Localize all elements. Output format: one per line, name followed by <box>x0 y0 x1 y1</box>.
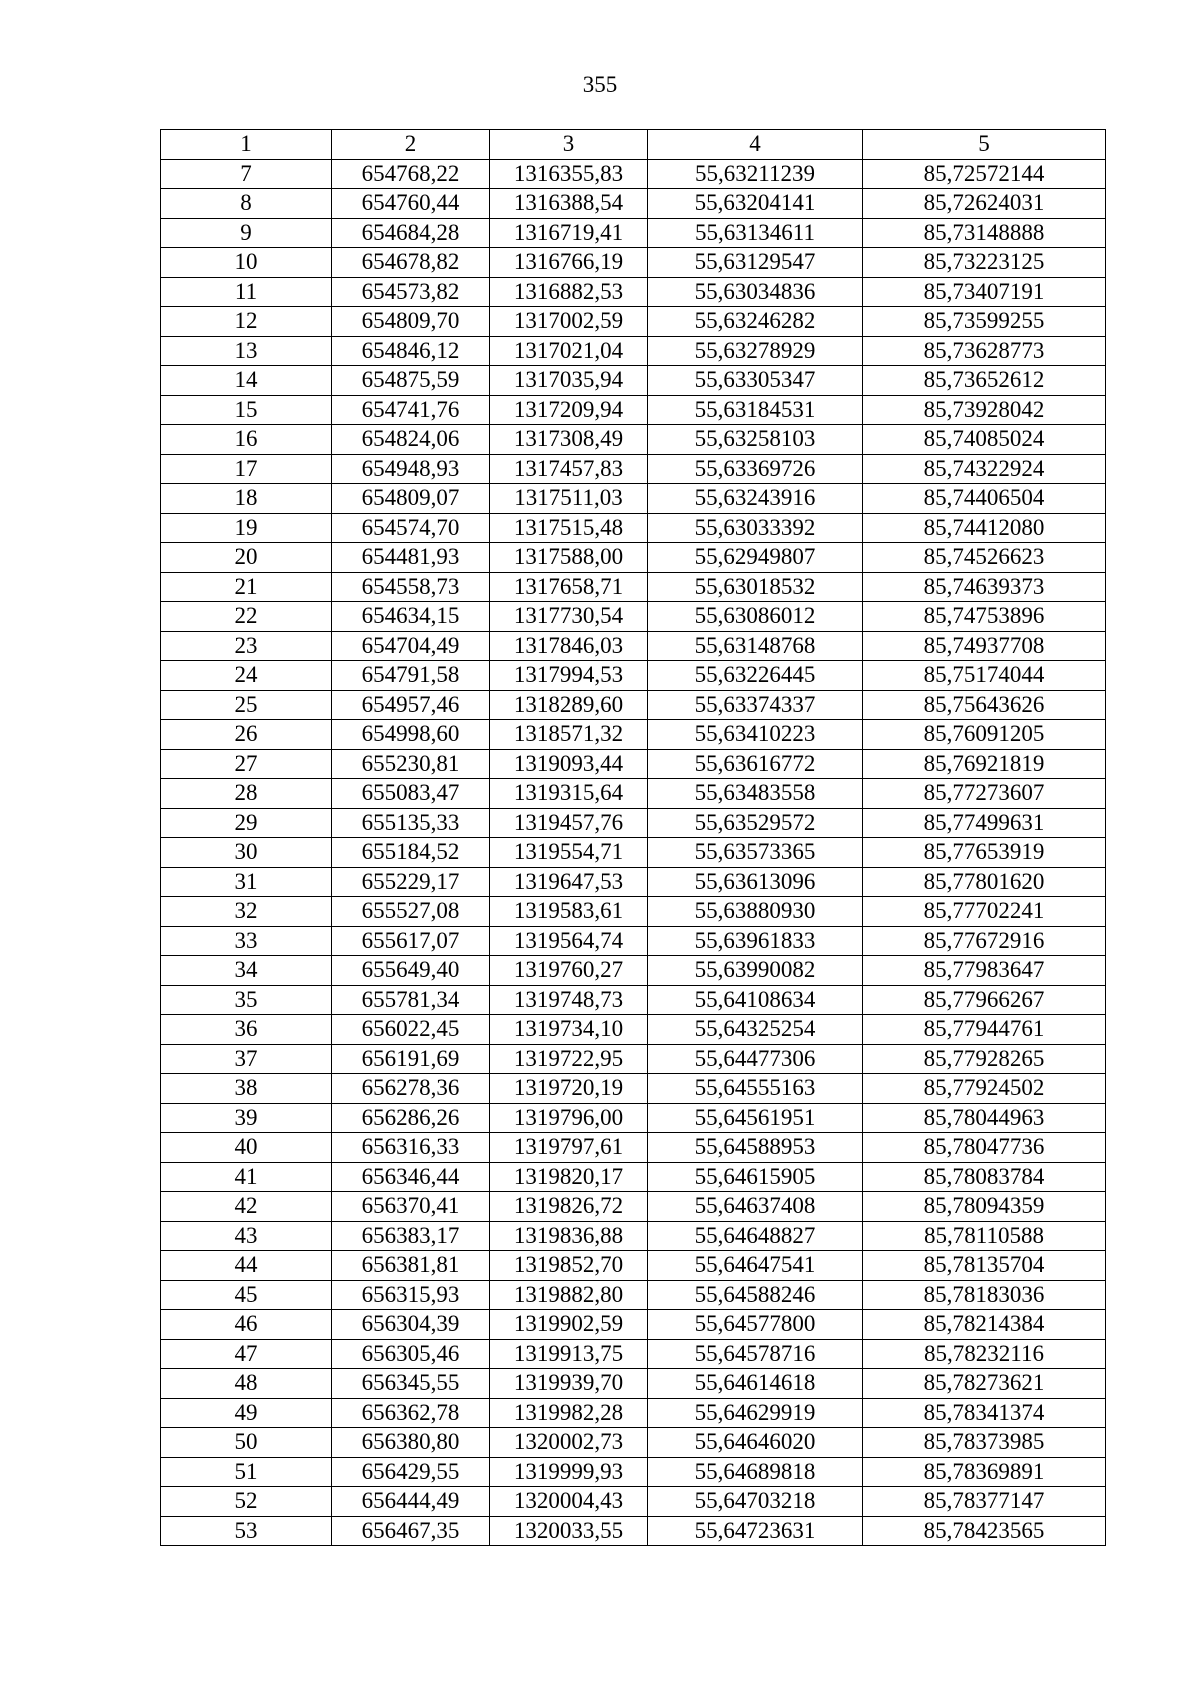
table-row <box>161 690 1106 720</box>
table-cell: 85,78369891 <box>863 1457 1106 1487</box>
table-cell: 654791,58 <box>332 661 490 691</box>
table-row <box>161 1221 1106 1251</box>
table-cell: 654481,93 <box>332 543 490 573</box>
table-row <box>161 1487 1106 1517</box>
table-cell: 85,72572144 <box>863 159 1106 189</box>
table-cell: 656345,55 <box>332 1369 490 1399</box>
table-cell: 55,64577800 <box>648 1310 863 1340</box>
table-cell: 36 <box>161 1015 332 1045</box>
table-cell: 85,74526623 <box>863 543 1106 573</box>
header-cell: 4 <box>648 130 863 160</box>
table-cell: 46 <box>161 1310 332 1340</box>
table-cell: 52 <box>161 1487 332 1517</box>
table-cell: 32 <box>161 897 332 927</box>
table-cell: 30 <box>161 838 332 868</box>
table-cell: 1319647,53 <box>490 867 648 897</box>
table-row <box>161 1310 1106 1340</box>
table-cell: 85,76921819 <box>863 749 1106 779</box>
table-cell: 51 <box>161 1457 332 1487</box>
table-cell: 1318289,60 <box>490 690 648 720</box>
table-cell: 1316882,53 <box>490 277 648 307</box>
table-cell: 85,78094359 <box>863 1192 1106 1222</box>
table-cell: 1319554,71 <box>490 838 648 868</box>
table-cell: 1319797,61 <box>490 1133 648 1163</box>
table-cell: 55,64648827 <box>648 1221 863 1251</box>
header-cell: 2 <box>332 130 490 160</box>
table-cell: 25 <box>161 690 332 720</box>
table-cell: 15 <box>161 395 332 425</box>
table-cell: 1319748,73 <box>490 985 648 1015</box>
table-cell: 1316719,41 <box>490 218 648 248</box>
table-cell: 55,63616772 <box>648 749 863 779</box>
table-cell: 13 <box>161 336 332 366</box>
table-cell: 654875,59 <box>332 366 490 396</box>
table-cell: 55,64614618 <box>648 1369 863 1399</box>
table-cell: 656304,39 <box>332 1310 490 1340</box>
table-cell: 656383,17 <box>332 1221 490 1251</box>
table-cell: 85,77702241 <box>863 897 1106 927</box>
table-cell: 55,64108634 <box>648 985 863 1015</box>
table-cell: 654684,28 <box>332 218 490 248</box>
table-cell: 1319315,64 <box>490 779 648 809</box>
table-cell: 1319982,28 <box>490 1398 648 1428</box>
table-cell: 55,64561951 <box>648 1103 863 1133</box>
table-cell: 16 <box>161 425 332 455</box>
table-cell: 24 <box>161 661 332 691</box>
table-cell: 55,63148768 <box>648 631 863 661</box>
table-cell: 655230,81 <box>332 749 490 779</box>
table-cell: 55,63529572 <box>648 808 863 838</box>
table-cell: 47 <box>161 1339 332 1369</box>
table-cell: 85,77924502 <box>863 1074 1106 1104</box>
table-cell: 55,63990082 <box>648 956 863 986</box>
table-cell: 55,63184531 <box>648 395 863 425</box>
table-cell: 85,78423565 <box>863 1516 1106 1546</box>
table-cell: 656316,33 <box>332 1133 490 1163</box>
table-cell: 26 <box>161 720 332 750</box>
table-cell: 85,75643626 <box>863 690 1106 720</box>
table-row <box>161 1192 1106 1222</box>
table-cell: 85,73223125 <box>863 248 1106 278</box>
table-cell: 85,74085024 <box>863 425 1106 455</box>
table-cell: 656191,69 <box>332 1044 490 1074</box>
table-cell: 85,78273621 <box>863 1369 1106 1399</box>
table-row <box>161 513 1106 543</box>
table-row <box>161 307 1106 337</box>
table-cell: 654768,22 <box>332 159 490 189</box>
table-cell: 55,63204141 <box>648 189 863 219</box>
table-cell: 1319820,17 <box>490 1162 648 1192</box>
table-cell: 654574,70 <box>332 513 490 543</box>
table-row <box>161 1015 1106 1045</box>
table-cell: 55,62949807 <box>648 543 863 573</box>
table-row <box>161 1133 1106 1163</box>
table-row <box>161 985 1106 1015</box>
table-body <box>161 130 1106 1546</box>
table-row <box>161 1457 1106 1487</box>
table-cell: 654809,07 <box>332 484 490 514</box>
table-cell: 27 <box>161 749 332 779</box>
table-cell: 1316388,54 <box>490 189 648 219</box>
table-cell: 85,78110588 <box>863 1221 1106 1251</box>
table-row <box>161 1280 1106 1310</box>
table-cell: 1319882,80 <box>490 1280 648 1310</box>
table-cell: 1320002,73 <box>490 1428 648 1458</box>
table-cell: 654678,82 <box>332 248 490 278</box>
table-cell: 1319734,10 <box>490 1015 648 1045</box>
table-cell: 10 <box>161 248 332 278</box>
table-cell: 1317511,03 <box>490 484 648 514</box>
table-cell: 85,78044963 <box>863 1103 1106 1133</box>
table-cell: 85,73407191 <box>863 277 1106 307</box>
table-cell: 1316355,83 <box>490 159 648 189</box>
table-row <box>161 366 1106 396</box>
table-row <box>161 189 1106 219</box>
table-cell: 654998,60 <box>332 720 490 750</box>
table-cell: 1319760,27 <box>490 956 648 986</box>
table-row <box>161 454 1106 484</box>
table-cell: 42 <box>161 1192 332 1222</box>
table-row <box>161 779 1106 809</box>
table-row <box>161 867 1106 897</box>
table-cell: 85,76091205 <box>863 720 1106 750</box>
table-cell: 655617,07 <box>332 926 490 956</box>
table-cell: 55,64646020 <box>648 1428 863 1458</box>
table-cell: 1319583,61 <box>490 897 648 927</box>
table-cell: 39 <box>161 1103 332 1133</box>
table-row <box>161 484 1106 514</box>
table-cell: 1319999,93 <box>490 1457 648 1487</box>
table-cell: 85,74322924 <box>863 454 1106 484</box>
table-cell: 35 <box>161 985 332 1015</box>
table-row <box>161 1103 1106 1133</box>
table-row <box>161 602 1106 632</box>
table-row <box>161 1044 1106 1074</box>
table-cell: 1319826,72 <box>490 1192 648 1222</box>
table-cell: 31 <box>161 867 332 897</box>
table-cell: 55,63613096 <box>648 867 863 897</box>
table-cell: 55,64588953 <box>648 1133 863 1163</box>
table-cell: 655229,17 <box>332 867 490 897</box>
table-cell: 85,73148888 <box>863 218 1106 248</box>
table-cell: 55,63573365 <box>648 838 863 868</box>
table-cell: 85,78083784 <box>863 1162 1106 1192</box>
table-row <box>161 1251 1106 1281</box>
table-cell: 1317209,94 <box>490 395 648 425</box>
table-row <box>161 159 1106 189</box>
table-cell: 654824,06 <box>332 425 490 455</box>
table-cell: 55,64588246 <box>648 1280 863 1310</box>
table-cell: 55,63961833 <box>648 926 863 956</box>
table-cell: 654760,44 <box>332 189 490 219</box>
table-cell: 85,77672916 <box>863 926 1106 956</box>
table-cell: 53 <box>161 1516 332 1546</box>
table-cell: 655781,34 <box>332 985 490 1015</box>
table-cell: 1318571,32 <box>490 720 648 750</box>
table-cell: 656381,81 <box>332 1251 490 1281</box>
table-cell: 55,63483558 <box>648 779 863 809</box>
table-cell: 55,63034836 <box>648 277 863 307</box>
table-cell: 55,63134611 <box>648 218 863 248</box>
table-cell: 85,77653919 <box>863 838 1106 868</box>
table-cell: 22 <box>161 602 332 632</box>
header-cell: 3 <box>490 130 648 160</box>
table-cell: 55,63880930 <box>648 897 863 927</box>
table-cell: 1319939,70 <box>490 1369 648 1399</box>
table-cell: 20 <box>161 543 332 573</box>
table-cell: 55,63258103 <box>648 425 863 455</box>
table-cell: 1319564,74 <box>490 926 648 956</box>
table-cell: 55,63243916 <box>648 484 863 514</box>
table-cell: 55,64689818 <box>648 1457 863 1487</box>
table-cell: 55,63033392 <box>648 513 863 543</box>
table-row <box>161 1162 1106 1192</box>
table-cell: 656362,78 <box>332 1398 490 1428</box>
table-row <box>161 1398 1106 1428</box>
table-cell: 1319722,95 <box>490 1044 648 1074</box>
table-cell: 55,64325254 <box>648 1015 863 1045</box>
table-cell: 55,63246282 <box>648 307 863 337</box>
table-row <box>161 926 1106 956</box>
table-cell: 656429,55 <box>332 1457 490 1487</box>
table-row <box>161 631 1106 661</box>
table-cell: 1317658,71 <box>490 572 648 602</box>
table-cell: 14 <box>161 366 332 396</box>
table-row <box>161 572 1106 602</box>
table-cell: 1317457,83 <box>490 454 648 484</box>
table-row <box>161 956 1106 986</box>
table-cell: 55,64615905 <box>648 1162 863 1192</box>
table-row <box>161 425 1106 455</box>
table-cell: 656444,49 <box>332 1487 490 1517</box>
table-cell: 654957,46 <box>332 690 490 720</box>
table-cell: 655527,08 <box>332 897 490 927</box>
table-row <box>161 1339 1106 1369</box>
table-cell: 9 <box>161 218 332 248</box>
table-cell: 1319720,19 <box>490 1074 648 1104</box>
table-cell: 23 <box>161 631 332 661</box>
table-cell: 85,78377147 <box>863 1487 1106 1517</box>
table-row <box>161 218 1106 248</box>
table-cell: 85,77983647 <box>863 956 1106 986</box>
table-cell: 85,74406504 <box>863 484 1106 514</box>
table-cell: 55,63374337 <box>648 690 863 720</box>
table-cell: 85,74937708 <box>863 631 1106 661</box>
table-cell: 1317730,54 <box>490 602 648 632</box>
header-cell: 1 <box>161 130 332 160</box>
table-cell: 1320033,55 <box>490 1516 648 1546</box>
table-row <box>161 1369 1106 1399</box>
table-cell: 656022,45 <box>332 1015 490 1045</box>
table-cell: 1319902,59 <box>490 1310 648 1340</box>
table-cell: 38 <box>161 1074 332 1104</box>
table-cell: 1317308,49 <box>490 425 648 455</box>
table-cell: 55,64629919 <box>648 1398 863 1428</box>
table-row <box>161 1516 1106 1546</box>
table-cell: 1319093,44 <box>490 749 648 779</box>
table-cell: 654558,73 <box>332 572 490 602</box>
table-cell: 1317021,04 <box>490 336 648 366</box>
table-cell: 654948,93 <box>332 454 490 484</box>
table-cell: 34 <box>161 956 332 986</box>
table-cell: 654573,82 <box>332 277 490 307</box>
table-row <box>161 1428 1106 1458</box>
table-cell: 656286,26 <box>332 1103 490 1133</box>
table-cell: 655649,40 <box>332 956 490 986</box>
table-header-row <box>161 130 1106 160</box>
table-cell: 1319913,75 <box>490 1339 648 1369</box>
table-cell: 85,74753896 <box>863 602 1106 632</box>
table-cell: 7 <box>161 159 332 189</box>
table-cell: 55,63086012 <box>648 602 863 632</box>
table-cell: 656315,93 <box>332 1280 490 1310</box>
table-cell: 50 <box>161 1428 332 1458</box>
table-cell: 1317994,53 <box>490 661 648 691</box>
table-cell: 55,64637408 <box>648 1192 863 1222</box>
table-cell: 17 <box>161 454 332 484</box>
table-cell: 37 <box>161 1044 332 1074</box>
table-cell: 40 <box>161 1133 332 1163</box>
table-cell: 85,78183036 <box>863 1280 1106 1310</box>
table-cell: 85,72624031 <box>863 189 1106 219</box>
table-cell: 28 <box>161 779 332 809</box>
table-cell: 655083,47 <box>332 779 490 809</box>
table-cell: 85,74639373 <box>863 572 1106 602</box>
table-cell: 85,77499631 <box>863 808 1106 838</box>
table-cell: 85,78214384 <box>863 1310 1106 1340</box>
header-cell: 5 <box>863 130 1106 160</box>
table-cell: 49 <box>161 1398 332 1428</box>
table-cell: 85,74412080 <box>863 513 1106 543</box>
page-number: 355 <box>582 72 618 97</box>
table-cell: 55,63211239 <box>648 159 863 189</box>
table-cell: 656370,41 <box>332 1192 490 1222</box>
table-cell: 11 <box>161 277 332 307</box>
table-row <box>161 897 1106 927</box>
table-cell: 656278,36 <box>332 1074 490 1104</box>
table-cell: 654741,76 <box>332 395 490 425</box>
table-row <box>161 1074 1106 1104</box>
table-cell: 55,63410223 <box>648 720 863 750</box>
table-cell: 55,63278929 <box>648 336 863 366</box>
table-cell: 654704,49 <box>332 631 490 661</box>
table-cell: 85,77928265 <box>863 1044 1106 1074</box>
table-cell: 8 <box>161 189 332 219</box>
table-cell: 55,64555163 <box>648 1074 863 1104</box>
table-cell: 85,77273607 <box>863 779 1106 809</box>
table-cell: 656467,35 <box>332 1516 490 1546</box>
table-cell: 33 <box>161 926 332 956</box>
table-cell: 656305,46 <box>332 1339 490 1369</box>
table-row <box>161 720 1106 750</box>
table-cell: 654809,70 <box>332 307 490 337</box>
table-cell: 655184,52 <box>332 838 490 868</box>
table-cell: 1317002,59 <box>490 307 648 337</box>
table-cell: 48 <box>161 1369 332 1399</box>
table-cell: 45 <box>161 1280 332 1310</box>
table-cell: 85,73628773 <box>863 336 1106 366</box>
table-cell: 1316766,19 <box>490 248 648 278</box>
table-cell: 85,78341374 <box>863 1398 1106 1428</box>
table-cell: 55,63129547 <box>648 248 863 278</box>
table-cell: 85,77944761 <box>863 1015 1106 1045</box>
table-cell: 55,64477306 <box>648 1044 863 1074</box>
table-cell: 44 <box>161 1251 332 1281</box>
table-cell: 55,63369726 <box>648 454 863 484</box>
table-cell: 1319836,88 <box>490 1221 648 1251</box>
table-cell: 55,64703218 <box>648 1487 863 1517</box>
table-cell: 655135,33 <box>332 808 490 838</box>
table-cell: 1319457,76 <box>490 808 648 838</box>
table-cell: 85,73599255 <box>863 307 1106 337</box>
table-cell: 55,64647541 <box>648 1251 863 1281</box>
table-row <box>161 395 1106 425</box>
table-cell: 656380,80 <box>332 1428 490 1458</box>
table-cell: 1317035,94 <box>490 366 648 396</box>
table-cell: 21 <box>161 572 332 602</box>
table-cell: 18 <box>161 484 332 514</box>
table-cell: 1317588,00 <box>490 543 648 573</box>
table-cell: 85,77801620 <box>863 867 1106 897</box>
table-cell: 85,75174044 <box>863 661 1106 691</box>
table-cell: 19 <box>161 513 332 543</box>
table-cell: 1317515,48 <box>490 513 648 543</box>
table-cell: 55,63305347 <box>648 366 863 396</box>
table-row <box>161 838 1106 868</box>
table-row <box>161 543 1106 573</box>
table-row <box>161 749 1106 779</box>
table-cell: 85,78135704 <box>863 1251 1106 1281</box>
table-cell: 41 <box>161 1162 332 1192</box>
table-cell: 654846,12 <box>332 336 490 366</box>
table-cell: 1319852,70 <box>490 1251 648 1281</box>
table-cell: 55,64723631 <box>648 1516 863 1546</box>
table-cell: 55,64578716 <box>648 1339 863 1369</box>
table-row <box>161 277 1106 307</box>
table-cell: 43 <box>161 1221 332 1251</box>
coordinates-table <box>160 129 1106 1546</box>
table-row <box>161 808 1106 838</box>
table-cell: 1320004,43 <box>490 1487 648 1517</box>
table-cell: 55,63226445 <box>648 661 863 691</box>
table-cell: 656346,44 <box>332 1162 490 1192</box>
table-cell: 12 <box>161 307 332 337</box>
table-cell: 29 <box>161 808 332 838</box>
table-row <box>161 336 1106 366</box>
table-row <box>161 248 1106 278</box>
table-cell: 1319796,00 <box>490 1103 648 1133</box>
table-cell: 85,73652612 <box>863 366 1106 396</box>
table-cell: 55,63018532 <box>648 572 863 602</box>
table-cell: 85,77966267 <box>863 985 1106 1015</box>
table-cell: 85,73928042 <box>863 395 1106 425</box>
table-cell: 85,78373985 <box>863 1428 1106 1458</box>
table-cell: 1317846,03 <box>490 631 648 661</box>
table-cell: 654634,15 <box>332 602 490 632</box>
table-cell: 85,78047736 <box>863 1133 1106 1163</box>
table-row <box>161 661 1106 691</box>
table-cell: 85,78232116 <box>863 1339 1106 1369</box>
